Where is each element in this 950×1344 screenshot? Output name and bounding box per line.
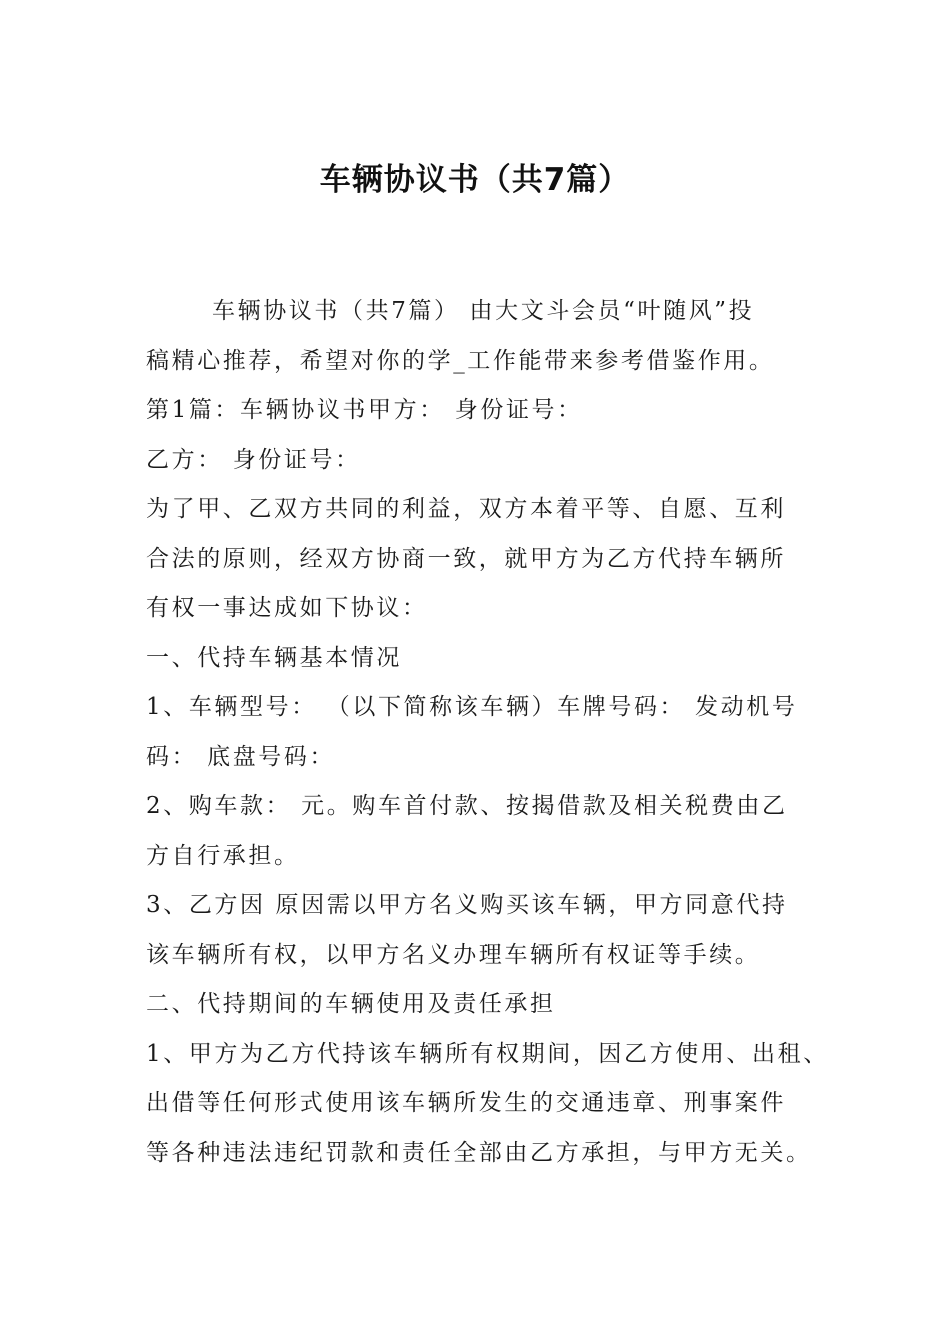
text-line: 方自行承担。 [146,842,300,869]
clause-paragraph [146,782,811,881]
text-line: 出借等任何形式使用该车辆所发生的交通违章、刑事案件 [146,1090,786,1116]
text-line: 码： 底盘号码： [146,743,336,770]
text-line: 1、车辆型号： （以下简称该车辆）车牌号码： 发动机号 [146,694,798,720]
text-line: 车辆协议书（共7篇） 由大文斗会员“叶随风”投 [212,298,755,324]
text-line: 该车辆所有权，以甲方名义办理车辆所有权证等手续。 [146,941,761,968]
text-line: 稿精心推荐，希望对你的学_工作能带来参考借鉴作用。 [146,347,775,374]
text-line: 3、乙方因 原因需以甲方名义购买该车辆，甲方同意代持 [146,892,788,918]
section-heading [146,980,811,1030]
document-title: 车辆协议书（共7篇） [319,162,631,198]
text-line: 一、代持车辆基本情况 [146,644,402,671]
document-body [146,287,829,1178]
intro-paragraph [146,287,811,386]
text-line: 为了甲、乙双方共同的利益，双方本着平等、自愿、互利 [146,496,786,522]
party-a-line [146,386,811,436]
clause-paragraph [146,1030,829,1179]
text-line: 2、购车款： 元。购车首付款、按揭借款及相关税费由乙 [146,793,788,819]
text-line: 1、甲方为乙方代持该车辆所有权期间，因乙方使用、出租、 [146,1040,829,1067]
party-b-line [146,436,811,486]
section-heading [146,634,811,684]
text-line: 第1篇：车辆协议书甲方： 身份证号： [146,397,583,423]
text-line: 等各种违法违纪罚款和责任全部由乙方承担，与甲方无关。 [146,1139,812,1166]
text-line: 有权一事达成如下协议： [146,595,428,621]
preamble-paragraph [146,485,811,634]
clause-paragraph [146,683,811,782]
text-line: 二、代持期间的车辆使用及责任承担 [146,991,556,1017]
clause-paragraph [146,881,811,980]
text-line: 合法的原则，经双方协商一致，就甲方为乙方代持车辆所 [146,545,786,572]
text-line: 乙方： 身份证号： [146,446,361,473]
